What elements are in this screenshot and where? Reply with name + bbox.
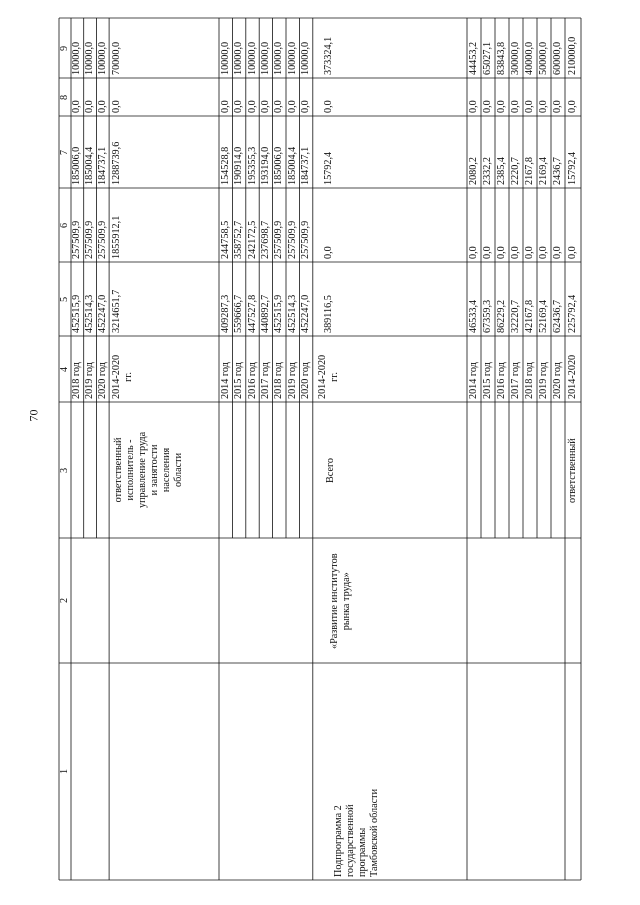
subprogram-total-value-c9: 373324,1 bbox=[323, 36, 334, 75]
subprogram-total-executor: Всего bbox=[325, 457, 336, 483]
top-row-period: 2020 год bbox=[96, 362, 108, 399]
sub-row-value-c6: 0,0 bbox=[552, 246, 563, 259]
top-row-value-c7: 185004,4 bbox=[84, 146, 96, 185]
subprogram-last-value-c6: 0,0 bbox=[567, 246, 578, 259]
mid-row-value-c9: 10000,0 bbox=[300, 41, 312, 75]
sub-row-value-c7: 2436,7 bbox=[552, 156, 563, 185]
mid-row-value-c9: 10000,0 bbox=[259, 41, 271, 75]
mid-row-value-c5: 440892,7 bbox=[259, 294, 271, 333]
sub-row-value-c8: 0,0 bbox=[524, 100, 535, 113]
subprogram-last-value-c9: 210000,0 bbox=[567, 36, 578, 75]
subprogram-total-value-c8: 0,0 bbox=[323, 100, 334, 113]
mid-row-value-c8: 0,0 bbox=[246, 100, 258, 113]
sub-row-value-c6: 0,0 bbox=[510, 246, 521, 259]
mid-row-value-c8: 0,0 bbox=[273, 100, 285, 113]
mid-row-value-c6: 242172,5 bbox=[246, 220, 258, 259]
subprogram-total-value-c7: 15792,4 bbox=[323, 151, 334, 185]
column-number-4: 4 bbox=[59, 366, 70, 372]
top-total-period: 2014-2020 гг. bbox=[111, 354, 135, 399]
mid-row-value-c6: 244758,5 bbox=[219, 220, 231, 259]
sub-row-period: 2014 год bbox=[468, 362, 479, 399]
mid-row-value-c8: 0,0 bbox=[259, 100, 271, 113]
column-number-5: 5 bbox=[59, 296, 70, 302]
mid-row-value-c9: 10000,0 bbox=[219, 41, 231, 75]
top-row-value-c6: 257509,9 bbox=[71, 220, 83, 259]
top-row-value-c5: 452247,0 bbox=[96, 294, 108, 333]
sub-row-period: 2016 год bbox=[496, 362, 507, 399]
sub-row-period: 2019 год bbox=[538, 362, 549, 399]
mid-row-value-c7: 184737,1 bbox=[300, 146, 312, 185]
budget-table bbox=[59, 18, 581, 880]
mid-row-value-c6: 237698,7 bbox=[259, 220, 271, 259]
top-total-executor: ответственный исполнитель - управление труда и занятости населения области bbox=[113, 431, 185, 508]
top-row-value-c8: 0,0 bbox=[96, 100, 108, 113]
column-number-6: 6 bbox=[59, 222, 70, 228]
mid-row-value-c7: 195355,3 bbox=[246, 146, 258, 185]
sub-row-value-c7: 2385,4 bbox=[496, 156, 507, 185]
mid-row-period: 2019 год bbox=[286, 362, 298, 399]
sub-row-value-c8: 0,0 bbox=[482, 100, 493, 113]
subprogram-total-value-c6: 0,0 bbox=[323, 246, 334, 259]
subprogram-last-value-c8: 0,0 bbox=[567, 100, 578, 113]
sub-row-value-c5: 32220,7 bbox=[510, 299, 521, 333]
mid-row-value-c5: 452515,9 bbox=[273, 294, 285, 333]
mid-row-period: 2014 год bbox=[219, 362, 231, 399]
top-row-value-c7: 185006,0 bbox=[71, 146, 83, 185]
top-row-value-c9: 10000,0 bbox=[84, 41, 96, 75]
sub-row-value-c8: 0,0 bbox=[468, 100, 479, 113]
sub-row-value-c6: 0,0 bbox=[524, 246, 535, 259]
top-row-value-c6: 257509,9 bbox=[84, 220, 96, 259]
mid-row-period: 2016 год bbox=[246, 362, 258, 399]
sub-row-period: 2020 год bbox=[552, 362, 563, 399]
mid-row-value-c9: 10000,0 bbox=[233, 41, 245, 75]
mid-row-value-c7: 193194,0 bbox=[259, 146, 271, 185]
mid-row-value-c5: 452247,0 bbox=[300, 294, 312, 333]
subprogram-title: Подпрограмма 2 государственной программы Тамбовской области bbox=[333, 788, 381, 877]
sub-row-value-c9: 83843,8 bbox=[496, 41, 507, 75]
top-row-value-c6: 257509,9 bbox=[96, 220, 108, 259]
sub-row-value-c9: 44453,2 bbox=[468, 41, 479, 75]
column-number-2: 2 bbox=[59, 597, 70, 603]
sub-row-value-c6: 0,0 bbox=[482, 246, 493, 259]
top-total-value-c7: 1288739,6 bbox=[111, 141, 122, 185]
sub-row-period: 2018 год bbox=[524, 362, 535, 399]
sub-row-value-c7: 2220,7 bbox=[510, 156, 521, 185]
mid-row-period: 2020 год bbox=[300, 362, 312, 399]
mid-row-value-c5: 409287,3 bbox=[219, 294, 231, 333]
subprogram-last-executor: ответственный bbox=[567, 437, 578, 503]
top-row-value-c7: 184737,1 bbox=[96, 146, 108, 185]
sub-row-value-c8: 0,0 bbox=[496, 100, 507, 113]
mid-row-value-c8: 0,0 bbox=[219, 100, 231, 113]
sub-row-value-c7: 2080,2 bbox=[468, 156, 479, 185]
top-row-value-c9: 10000,0 bbox=[96, 41, 108, 75]
sub-row-period: 2017 год bbox=[510, 362, 521, 399]
sub-row-value-c5: 42167,8 bbox=[524, 299, 535, 333]
subprogram-last-value-c5: 225792,4 bbox=[567, 294, 578, 333]
subprogram-last-period: 2014-2020 bbox=[567, 354, 578, 399]
sub-row-value-c9: 65027,1 bbox=[482, 41, 493, 75]
sub-row-value-c9: 60000,0 bbox=[552, 41, 563, 75]
sub-row-value-c6: 0,0 bbox=[538, 246, 549, 259]
top-row-period: 2018 год bbox=[71, 362, 83, 399]
sub-row-value-c6: 0,0 bbox=[468, 246, 479, 259]
sub-row-value-c8: 0,0 bbox=[552, 100, 563, 113]
sub-row-value-c5: 62436,7 bbox=[552, 299, 563, 333]
mid-row-value-c5: 452514,3 bbox=[286, 294, 298, 333]
column-number-9: 9 bbox=[59, 45, 70, 51]
sub-row-value-c5: 46533,4 bbox=[468, 299, 479, 333]
sub-row-value-c8: 0,0 bbox=[538, 100, 549, 113]
top-total-value-c9: 70000,0 bbox=[111, 41, 122, 75]
mid-row-value-c8: 0,0 bbox=[286, 100, 298, 113]
sub-row-value-c6: 0,0 bbox=[496, 246, 507, 259]
sub-row-value-c8: 0,0 bbox=[510, 100, 521, 113]
top-row-value-c8: 0,0 bbox=[84, 100, 96, 113]
sub-row-value-c9: 30000,0 bbox=[510, 41, 521, 75]
sub-row-value-c9: 50000,0 bbox=[538, 41, 549, 75]
mid-row-value-c6: 257509,9 bbox=[300, 220, 312, 259]
mid-row-value-c8: 0,0 bbox=[300, 100, 312, 113]
sub-row-value-c5: 52169,4 bbox=[538, 299, 549, 333]
sub-row-value-c5: 86229,2 bbox=[496, 299, 507, 333]
mid-row-value-c9: 10000,0 bbox=[286, 41, 298, 75]
mid-row-value-c7: 185006,0 bbox=[273, 146, 285, 185]
mid-row-value-c5: 447527,8 bbox=[246, 294, 258, 333]
column-number-1: 1 bbox=[59, 768, 70, 774]
top-total-value-c8: 0,0 bbox=[111, 100, 122, 113]
mid-row-value-c6: 257509,9 bbox=[286, 220, 298, 259]
subprogram-name: «Развитие институтов рынка труда» bbox=[329, 552, 353, 649]
top-row-value-c5: 452515,9 bbox=[71, 294, 83, 333]
sub-row-value-c7: 2169,4 bbox=[538, 156, 549, 185]
mid-row-period: 2018 год bbox=[273, 362, 285, 399]
column-number-3: 3 bbox=[59, 467, 70, 473]
sub-row-value-c7: 2332,2 bbox=[482, 156, 493, 185]
mid-row-period: 2015 год bbox=[233, 362, 245, 399]
mid-row-value-c8: 0,0 bbox=[233, 100, 245, 113]
mid-row-period: 2017 год bbox=[259, 362, 271, 399]
column-number-8: 8 bbox=[59, 94, 70, 100]
sub-row-value-c7: 2167,8 bbox=[524, 156, 535, 185]
subprogram-total-period: 2014-2020 гг. bbox=[317, 354, 341, 399]
top-row-value-c5: 452514,3 bbox=[84, 294, 96, 333]
page-number: 70 bbox=[26, 409, 41, 422]
top-row-value-c8: 0,0 bbox=[71, 100, 83, 113]
column-number-7: 7 bbox=[59, 149, 70, 155]
mid-row-value-c6: 358752,7 bbox=[233, 220, 245, 259]
top-total-value-c6: 1855912,1 bbox=[111, 215, 122, 259]
mid-row-value-c5: 559666,7 bbox=[233, 294, 245, 333]
mid-row-value-c9: 10000,0 bbox=[246, 41, 258, 75]
mid-row-value-c9: 10000,0 bbox=[273, 41, 285, 75]
mid-row-value-c7: 185004,4 bbox=[286, 146, 298, 185]
subprogram-last-value-c7: 15792,4 bbox=[567, 151, 578, 185]
mid-row-value-c7: 190914,0 bbox=[233, 146, 245, 185]
sub-row-value-c5: 67359,3 bbox=[482, 299, 493, 333]
sub-row-value-c9: 40000,0 bbox=[524, 41, 535, 75]
mid-row-value-c7: 154528,8 bbox=[219, 146, 231, 185]
mid-row-value-c6: 257509,9 bbox=[273, 220, 285, 259]
top-row-period: 2019 год bbox=[84, 362, 96, 399]
subprogram-total-value-c5: 389116,5 bbox=[323, 295, 334, 333]
top-row-value-c9: 10000,0 bbox=[71, 41, 83, 75]
sub-row-period: 2015 год bbox=[482, 362, 493, 399]
top-total-value-c5: 3214651,7 bbox=[111, 289, 122, 333]
